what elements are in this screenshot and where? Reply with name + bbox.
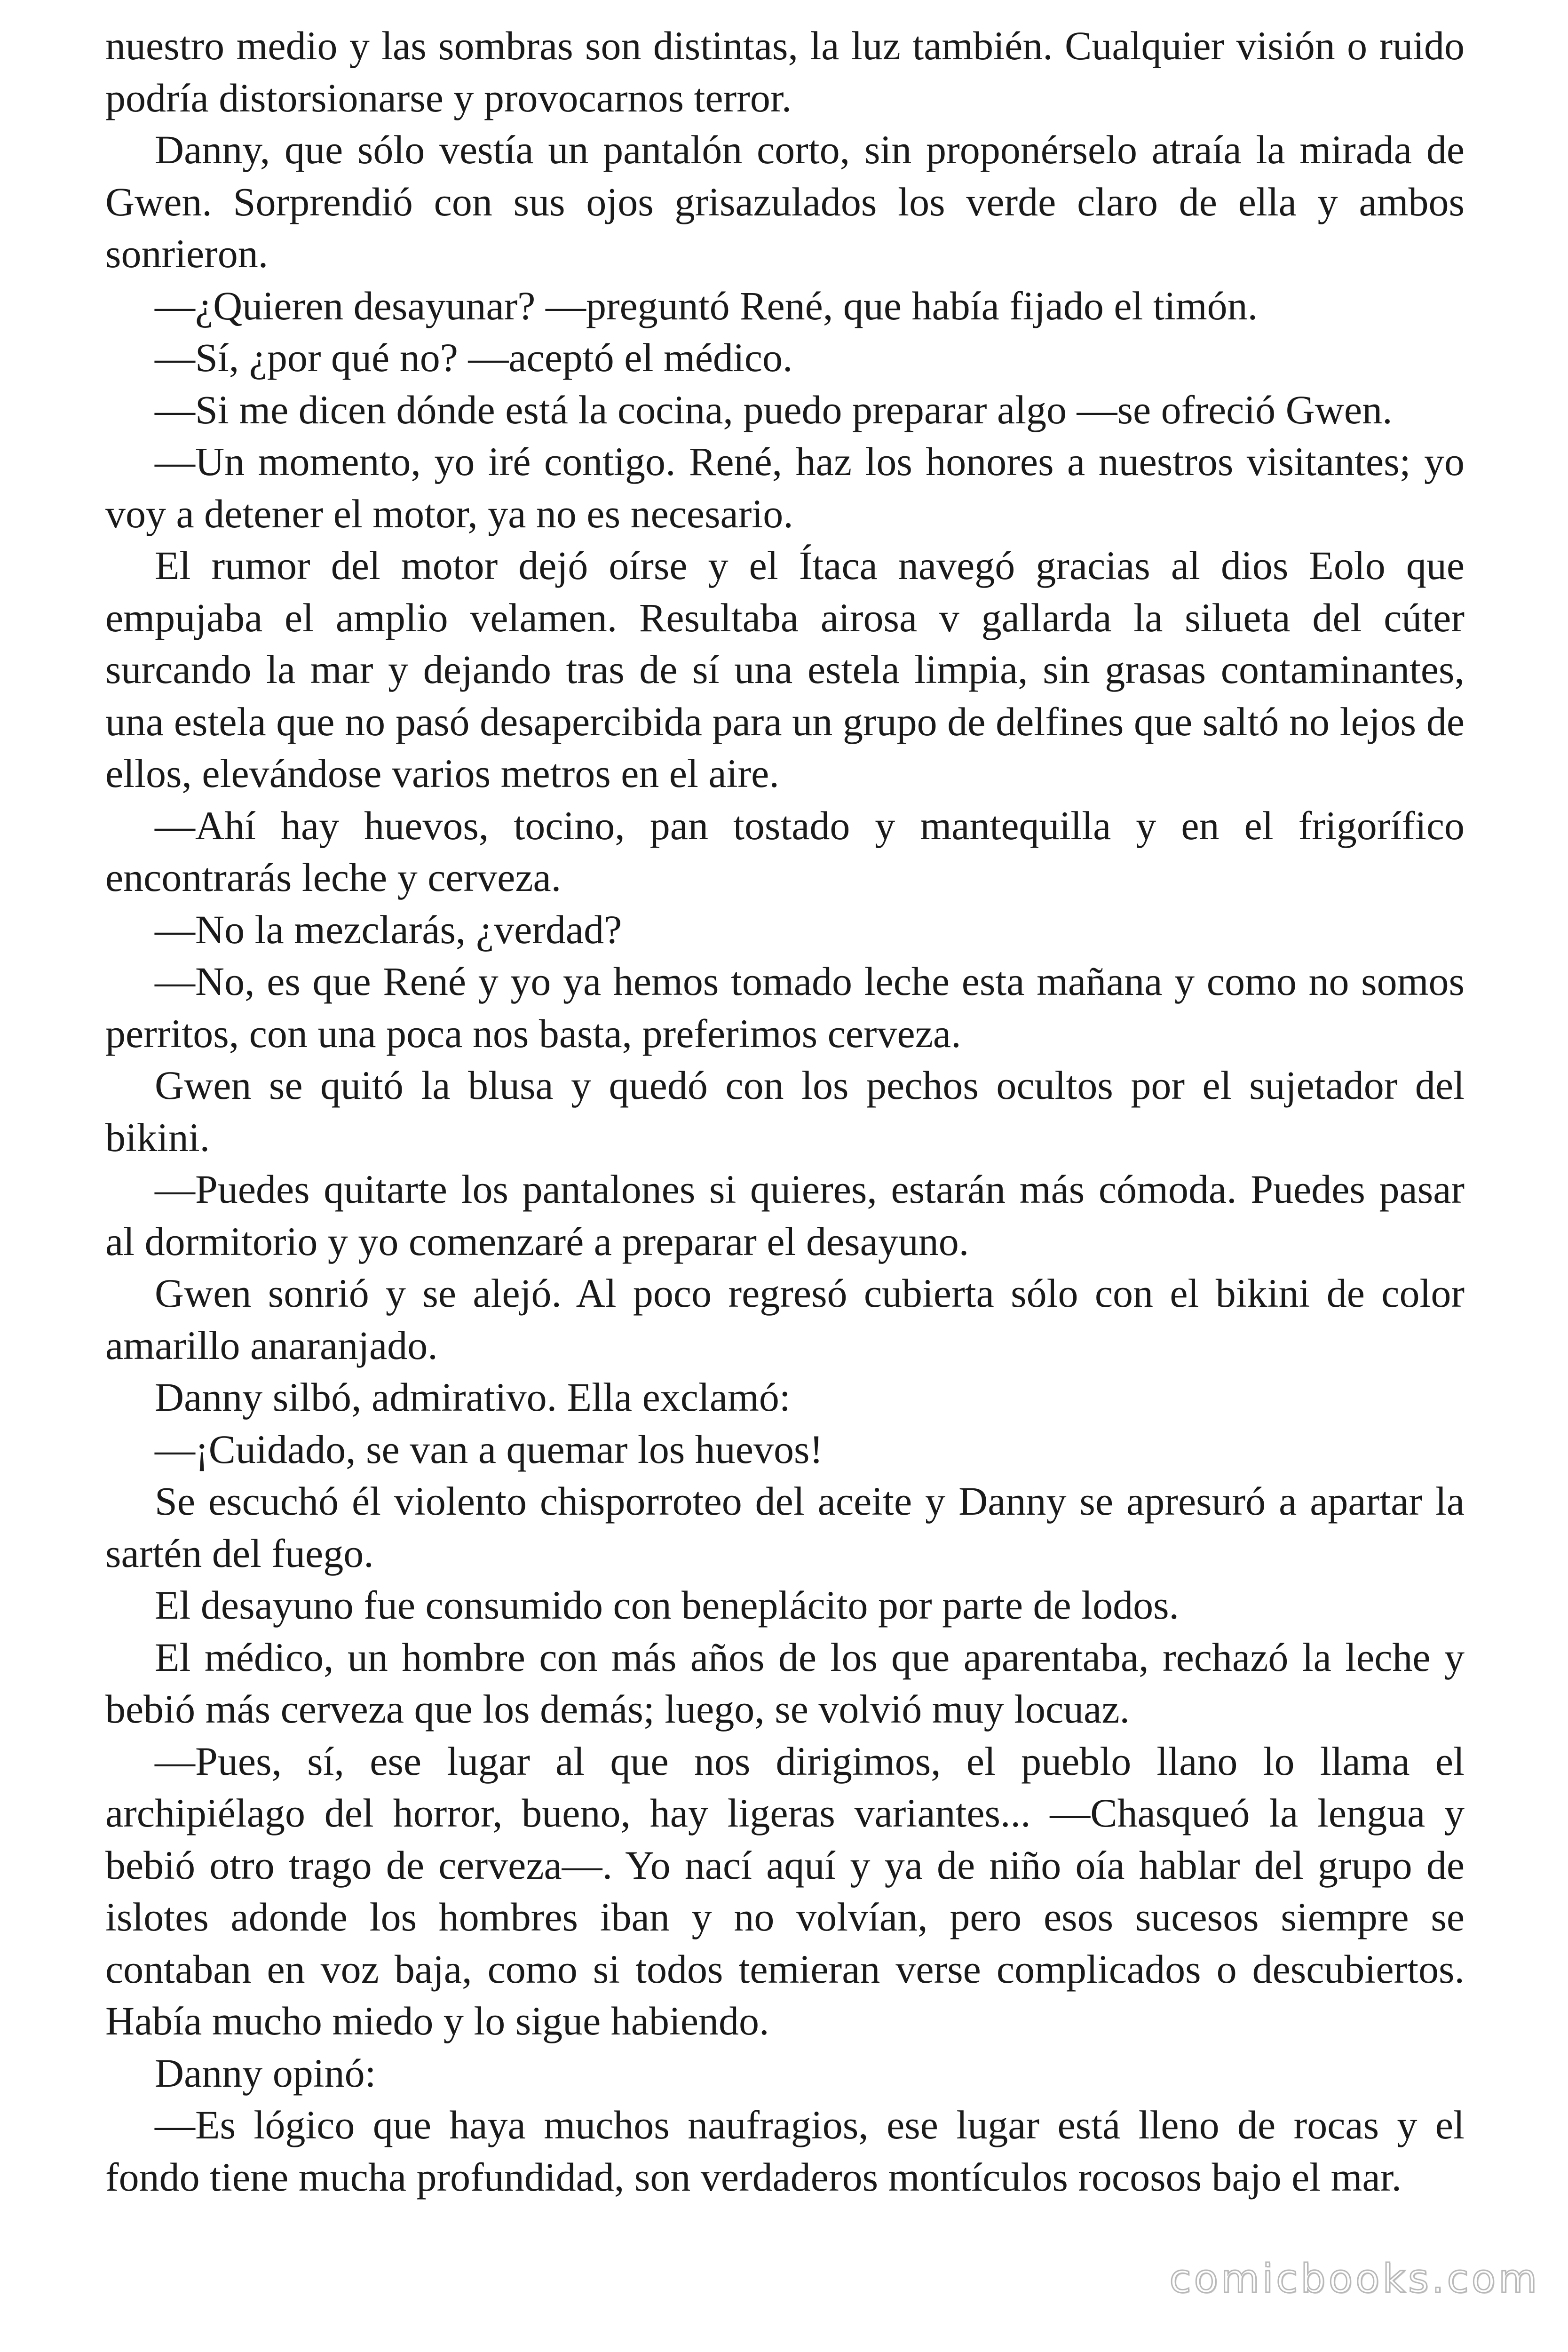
paragraph: Gwen se quitó la blusa y quedó con los pechos ocultos por el sujetador del bikini. [105,1063,1465,1160]
paragraph: —Ahí hay huevos, tocino, pan tostado y mantequilla y en el frigorífico encontrarás leche y cerveza. [105,803,1465,900]
paragraph: —¡Cuidado, se van a quemar los huevos! [155,1426,824,1472]
paragraph: —No la mezclarás, ¿verdad? [155,906,622,952]
paragraph: —Si me dicen dónde está la cocina, puedo preparar algo —se ofreció Gwen. [155,387,1393,432]
paragraph: El desayuno fue consumido con beneplácito por parte de lodos. [155,1582,1180,1628]
page-text [105,20,1465,2203]
paragraph: Danny silbó, admirativo. Ella exclamó: [155,1375,791,1420]
paragraph: Gwen sonrió y se alejó. Al poco regresó cubierta sólo con el bikini de color amarillo anaranjado. [105,1271,1465,1368]
paragraph: —No, es que René y yo ya hemos tomado leche esta mañana y como no somos perritos, con una poca nos basta, preferimos cerveza. [105,959,1465,1056]
paragraph: —Sí, ¿por qué no? —aceptó el médico. [155,335,793,380]
paragraph: Danny opinó: [155,2050,376,2096]
watermark-text: comicbooks.com [1169,2256,1540,2302]
paragraph: —Un momento, yo iré contigo. René, haz los honores a nuestros visitantes; yo voy a detener el motor, ya no es necesario. [105,439,1465,536]
paragraph: —Puedes quitarte los pantalones si quieres, estarán más cómoda. Puedes pasar al dormitorio y yo comenzaré a preparar el desayuno. [105,1167,1465,1264]
paragraph: nuestro medio y las sombras son distintas, la luz también. Cualquier visión o ruido podría distorsionarse y provocarnos terror. [105,23,1465,120]
paragraph: Se escuchó él violento chisporroteo del aceite y Danny se apresuró a apartar la sartén del fuego. [105,1478,1465,1576]
paragraph: Danny, que sólo vestía un pantalón corto, sin proponérselo atraía la mirada de Gwen. Sorprendió con sus ojos grisazulados los verde claro de ella y ambos sonrieron. [105,127,1465,276]
paragraph: El médico, un hombre con más años de los que aparentaba, rechazó la leche y bebió más cerveza que los demás; luego, se volvió muy locuaz. [105,1634,1465,1732]
paragraph: —¿Quieren desayunar? —preguntó René, que había fijado el timón. [155,283,1258,328]
paragraph: El rumor del motor dejó oírse y el Ítaca navegó gracias al dios Eolo que empujaba el amplio velamen. Resultaba airosa v gallarda la silueta del cúter surcando la mar y dejando tras de sí una estela limpia, sin grasas contaminantes, una estela que no pasó desapercibida para un grupo de delfines que saltó no lejos de ellos, elevándose varios metros en el aire. [105,543,1465,796]
paragraph: —Pues, sí, ese lugar al que nos dirigimos, el pueblo llano lo llama el archipiélago del horror, bueno, hay ligeras variantes... —Chasqueó la lengua y bebió otro trago de cerveza—. Yo nací aquí y ya de niño oía hablar del grupo de islotes adonde los hombres iban y no volvían, pero esos sucesos siempre se contaban en voz baja, como si todos temieran verse complicados o descubiertos. Había mucho miedo y lo sigue habiendo. [105,1738,1465,2043]
paragraph: —Es lógico que haya muchos naufragios, ese lugar está lleno de rocas y el fondo tiene mucha profundidad, son verdaderos montículos rocosos bajo el mar. [105,2102,1465,2200]
